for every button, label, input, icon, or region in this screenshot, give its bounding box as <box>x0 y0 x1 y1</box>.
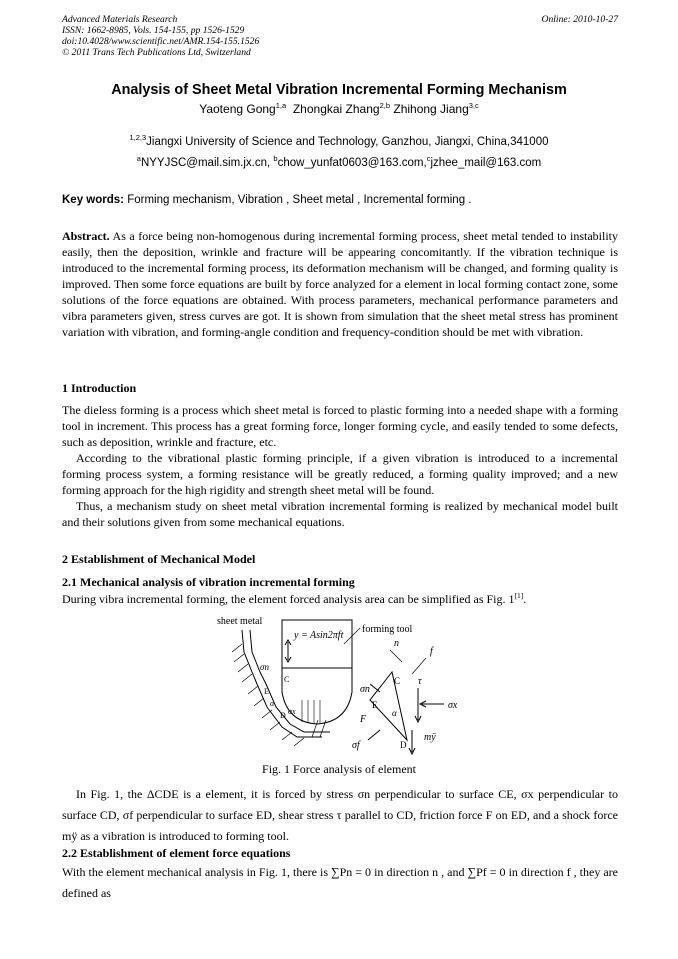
subsection-heading: 2.2 Establishment of element force equations <box>62 846 291 860</box>
fig-label-d-left: D <box>280 711 286 720</box>
paragraph: Thus, a mechanism study on sheet metal vibration incremental forming is realized by mechanical model built and their solutions given from some mechanical equations. <box>62 499 618 529</box>
affiliation-text: Jiangxi University of Science and Technology, Ganzhou, Jiangxi, China,341000 <box>146 136 549 148</box>
fig-label-sigma-f: σf <box>352 740 360 751</box>
subsection-text-body: During vibra incremental forming, the element forced analysis area can be simplified as Fig. 1 <box>62 592 515 606</box>
affiliation-sup: 1,2,3 <box>129 133 147 142</box>
email[interactable]: jzhee_mail@163.com <box>430 157 542 169</box>
affiliation <box>0 133 678 148</box>
abstract-label: Abstract. <box>62 229 110 243</box>
email-list <box>0 154 678 169</box>
fig-label-sigma-n: σn <box>360 684 370 695</box>
email-sup: c <box>426 154 431 163</box>
fig-label-alpha-left: α <box>270 699 275 708</box>
subsection-text <box>62 862 618 904</box>
fig-label-force-f: F <box>360 714 367 725</box>
author-name: Zhihong Jiang <box>393 102 469 116</box>
force-analysis-figure <box>212 612 482 762</box>
fig-label-e-left: E <box>264 687 269 696</box>
f-axis <box>412 658 426 674</box>
author-list <box>0 102 678 116</box>
subsection-heading: 2.1 Mechanical analysis of vibration incremental forming <box>62 575 355 589</box>
fig-label-d: D <box>400 740 407 750</box>
period: . <box>523 592 527 606</box>
citation[interactable]: [1] <box>514 591 524 600</box>
author-sup: 1,a <box>275 101 287 110</box>
keywords-text: Forming mechanism, Vibration , Sheet metal , Incremental forming . <box>124 194 472 206</box>
tool-hatch <box>302 700 320 724</box>
email[interactable]: NYYJSC@mail.sim.jx.cn, <box>140 157 274 169</box>
abstract-text: As a force being non-homogenous during incremental forming process, sheet metal tended to instability easily, then the deposition, wrinkle and fracture will be appearing concomitantly. If the vibration technique is introduced to the incremental forming process, its deformation mechanism will be changed, and forming quality is improved. Then some force equations are built by force analyzed for a element in local forming contact zone, some solutions of the force equations are obtained. With process parameters, mechanical performance parameters and vibra parameters given, stress curves are got. It is shown from simulation that the sheet metal stress has prominent variation with vibration, and forming-angle condition and frequency-condition should be met with vibration. <box>62 229 618 339</box>
subsection-text <box>62 591 618 607</box>
fig-label-tau: τ <box>418 676 422 687</box>
paragraph: According to the vibrational plastic forming principle, if a given vibration is introduced to a incremental forming process system, a forming resistance will be greatly reduced, a forming quality improved; and a new forming approach for the high rigidity and strength sheet metal will be found. <box>62 451 618 497</box>
fig-label-alpha: α <box>392 708 397 718</box>
fig-label-e: E <box>372 700 378 710</box>
fig-label-sheet-metal: sheet metal <box>217 616 263 627</box>
sigma-f-arrow <box>368 730 380 740</box>
author-name: Zhongkai Zhang <box>292 102 380 116</box>
keywords-label: Key words: <box>62 194 124 206</box>
email-sup: a <box>136 154 141 163</box>
hatch-lines <box>232 644 326 746</box>
email-sup: b <box>273 154 278 163</box>
keywords <box>62 194 618 206</box>
doi: doi:10.4028/www.scientific.net/AMR.154-155.1526 <box>62 36 260 47</box>
author-sup: 2,b <box>379 101 391 110</box>
online-date: Online: 2010-10-27 <box>541 14 618 25</box>
abstract <box>62 228 618 340</box>
copyright: © 2011 Trans Tech Publications Ltd, Switzerland <box>62 47 251 58</box>
section-heading: 1 Introduction <box>62 381 137 395</box>
paragraph: The dieless forming is a process which sheet metal is forced to plastic forming into a needed shape with a forming tool in increment. This process has a great forming force, longer forming cycle, and easily tended to some defects, such as deposition, wrinkle and fracture, etc. <box>62 403 618 449</box>
journal-name: Advanced Materials Research <box>62 14 178 25</box>
fig-label-sigma-n-left: σn <box>260 662 269 672</box>
fig-label-c: C <box>394 676 401 686</box>
sheet-outline-inner <box>250 630 330 732</box>
fig-label-equation: y = Asin2πft <box>294 630 344 641</box>
paragraph: In Fig. 1, the ΔCDE is a element, it is forced by stress σn perpendicular to surface CE, σx perpendicular to surface CD, σf perpendicular to surface ED, shear stress τ parallel to CD, friction force F on ED, and a shock force mÿ as a vibration is introduced to forming tool. <box>62 787 618 843</box>
author-name: Yaoteng Gong <box>199 102 276 116</box>
fig-label-forming-tool: forming tool <box>362 624 413 635</box>
journal-header <box>62 14 618 58</box>
sigma-n-arrow <box>370 684 380 692</box>
fig-label-sigma-x-left: σx <box>288 707 296 716</box>
n-axis <box>390 650 402 662</box>
email[interactable]: chow_yunfat0603@163.com, <box>277 157 427 169</box>
figure-description <box>62 784 618 847</box>
fig-label-my: mÿ <box>424 732 436 743</box>
fig-label-sigma-x: σx <box>448 700 458 711</box>
fig-label-n: n <box>394 638 399 649</box>
figure-caption: Fig. 1 Force analysis of element <box>262 762 416 776</box>
introduction-body <box>62 402 618 530</box>
paper-title: Analysis of Sheet Metal Vibration Incremental Forming Mechanism <box>111 82 567 98</box>
fig-label-f: f <box>430 646 433 657</box>
author-sup: 3,c <box>468 101 479 110</box>
fig-label-c-left: C <box>284 675 290 684</box>
section-heading: 2 Establishment of Mechanical Model <box>62 552 256 566</box>
forming-tool-body <box>282 620 352 668</box>
paragraph: With the element mechanical analysis in Fig. 1, there is ∑Pn = 0 in direction n , and ∑Pf = 0 in direction f , they are defined as <box>62 865 618 900</box>
issn: ISSN: 1662-8985, Vols. 154-155, pp 1526-1529 <box>62 25 245 36</box>
